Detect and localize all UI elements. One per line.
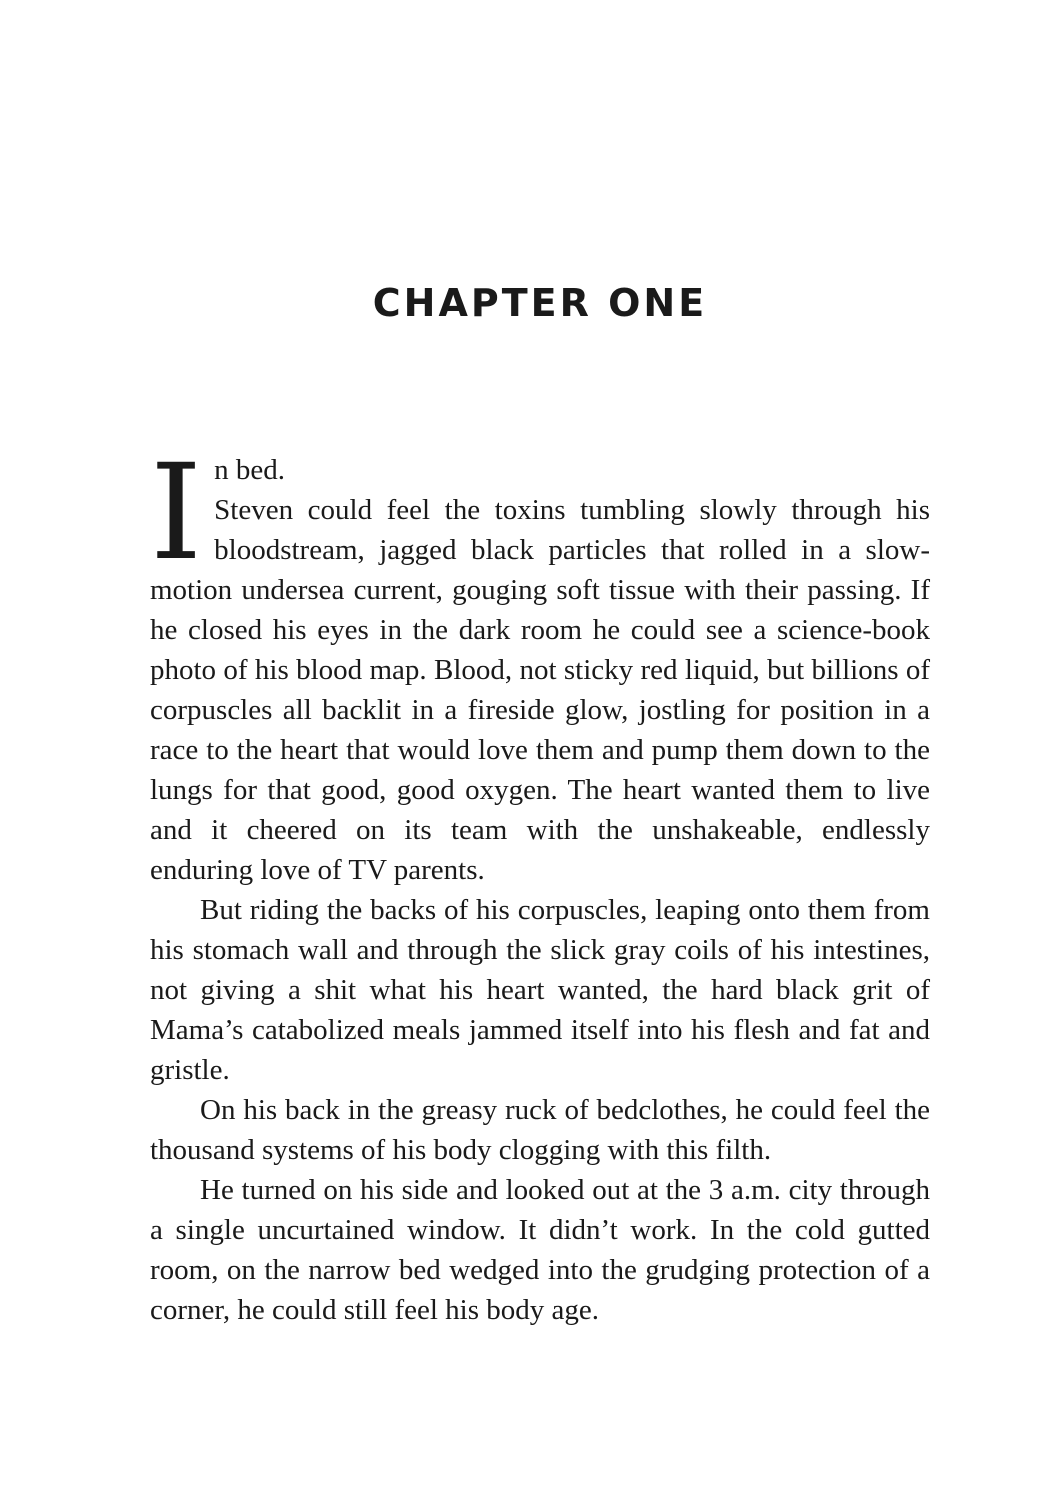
paragraph: On his back in the greasy ruck of bedclothes, he could feel the thousand systems of his body clogging with this filth. bbox=[150, 1094, 930, 1166]
paragraph: He turned on his side and looked out at the 3 a.m. city through a single uncurtained window. It didn’t work. In the cold gutted room, on the narrow bed wedged into the grudging protection of a corner, he could still feel his body age. bbox=[150, 1174, 930, 1326]
chapter-text bbox=[150, 436, 930, 1330]
paragraph: Steven could feel the toxins tumbling slowly through his bloodstream, jagged black particles that rolled in a slow-motion undersea current, gouging soft tissue with their passing. If he closed his eyes in the dark room he could see a science-book photo of his blood map. Blood, not sticky red liquid, but billions of corpuscles all backlit in a fireside glow, jostling for position in a race to the heart that would love them and pump them down to the lungs for that good, good oxygen. The heart wanted them to live and it cheered on its team with the unshakeable, endlessly enduring love of TV parents. bbox=[150, 494, 930, 886]
chapter-title: CHAPTER ONE bbox=[372, 281, 708, 325]
paragraph: But riding the backs of his corpuscles, leaping onto them from his stomach wall and through the slick gray coils of his intestines, not giving a shit what his heart wanted, the hard black grit of Mama’s catabolized meals jammed itself into his flesh and fat and gristle. bbox=[150, 894, 930, 1086]
drop-cap: I bbox=[150, 436, 203, 590]
opening-line: n bed. bbox=[214, 454, 286, 486]
